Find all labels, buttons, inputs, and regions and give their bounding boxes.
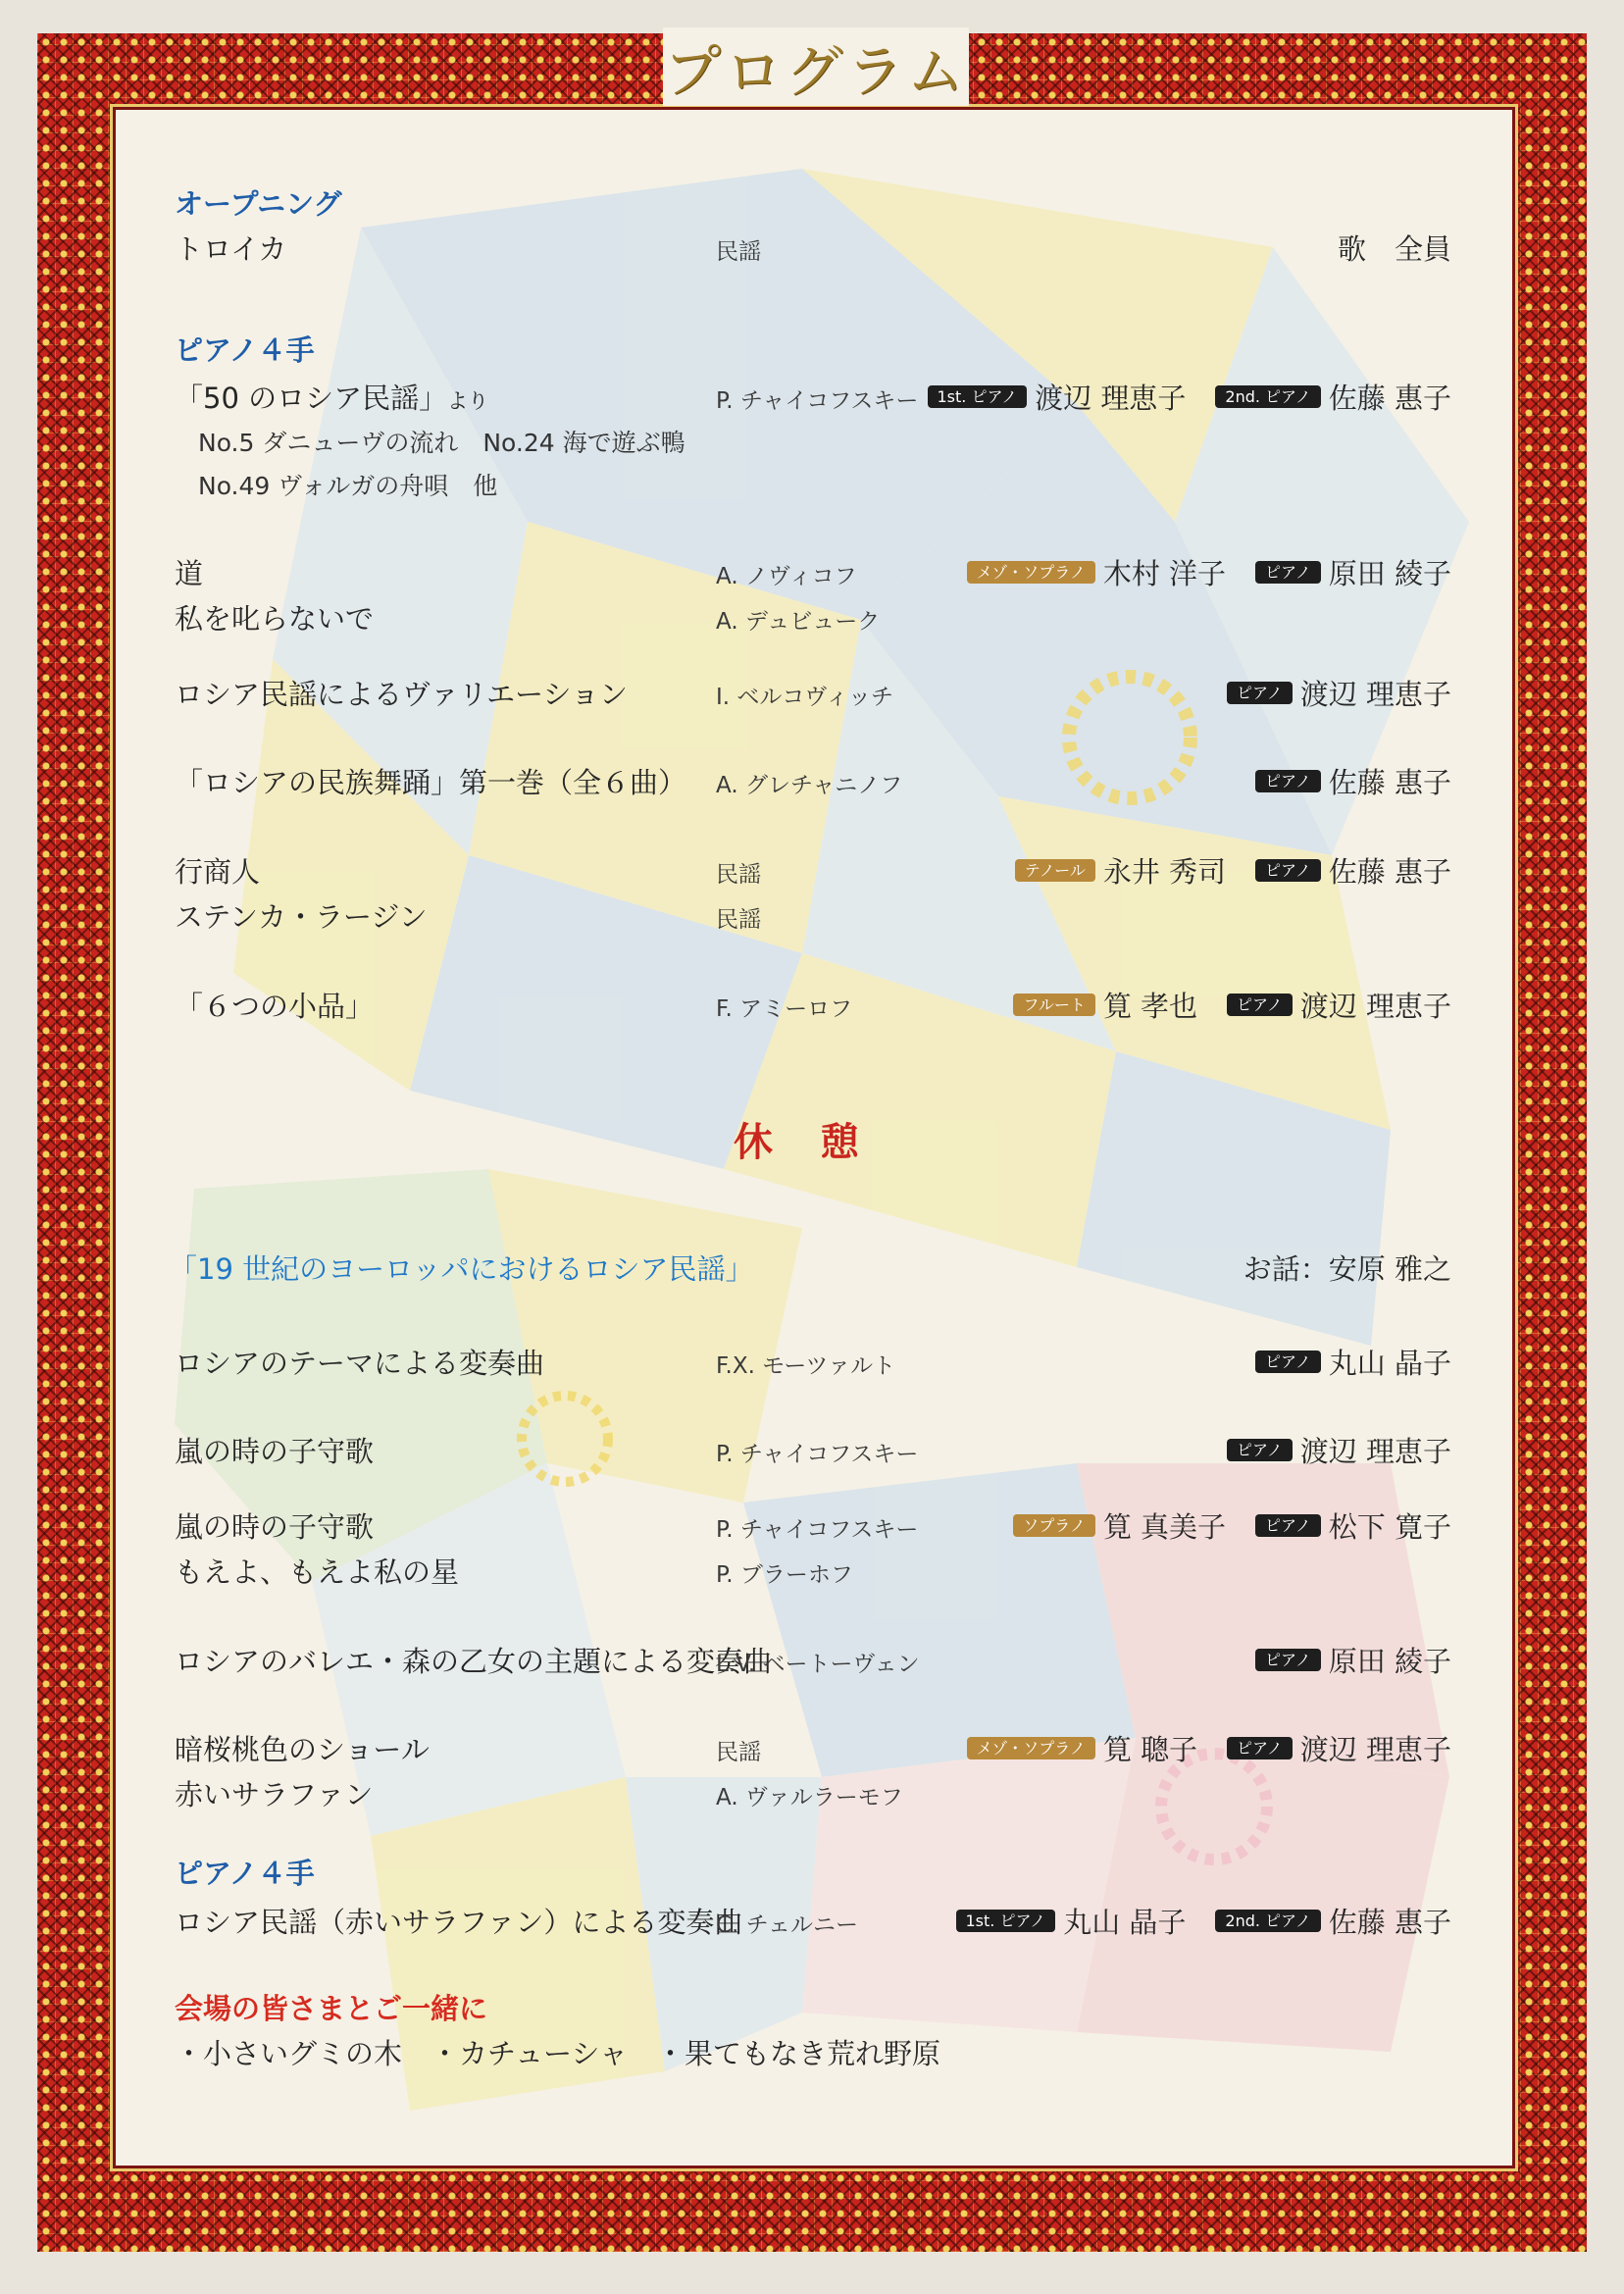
role-badge: 1st. ピアノ: [956, 1910, 1056, 1932]
small-piece: 「６つの小品」: [175, 990, 375, 1023]
role-badge: ピアノ: [1227, 1439, 1293, 1461]
storm1-composer: P. チャイコフスキー: [716, 1442, 919, 1467]
performer-name: 筧 孝也: [1102, 990, 1198, 1023]
role-badge: ソプラノ: [1013, 1514, 1095, 1537]
michi-piece-2: 私を叱らないで: [175, 602, 375, 636]
together-heading: 会場の皆さまとご一緒に: [175, 1992, 488, 2025]
performer-name: 渡辺 理恵子: [1299, 1435, 1451, 1468]
performer-name: 佐藤 惠子: [1328, 382, 1451, 415]
piece-title: 「50 のロシア民謡」: [175, 382, 448, 415]
performer-name: 永井 秀司: [1102, 855, 1227, 889]
dance-piece: 「ロシアの民族舞踊」第一巻（全６曲）: [175, 766, 687, 799]
piano4-piece: [175, 377, 488, 417]
storm2-composer-2: P. ブラーホフ: [716, 1562, 853, 1588]
performer-name: 木村 洋子: [1102, 557, 1227, 590]
performer-name: 佐藤 惠子: [1328, 855, 1451, 889]
piano4-heading-2: ピアノ４手: [175, 1857, 315, 1890]
speaker-name: お話：安原 雅之: [1243, 1252, 1451, 1286]
piano4-composer: P. チャイコフスキー: [716, 388, 919, 414]
performer-name: 原田 綾子: [1328, 557, 1451, 590]
intermission-label: 休憩: [734, 1119, 906, 1165]
shawl-composer-2: A. ヴァルラーモフ: [716, 1785, 903, 1810]
mozart-composer: F.X. モーツァルト: [716, 1353, 896, 1379]
performer-name: 渡辺 理恵子: [1035, 382, 1187, 415]
role-badge: ピアノ: [1255, 770, 1321, 792]
performer-name: 渡辺 理恵子: [1299, 1733, 1451, 1766]
performer-name: 丸山 晶子: [1328, 1347, 1451, 1380]
michi-piece-1: 道: [175, 557, 204, 590]
role-badge: ピアノ: [1255, 561, 1321, 584]
piano4-performers: [928, 377, 1452, 417]
talk-topic: 「19 世紀のヨーロッパにおけるロシア民謡」: [169, 1252, 754, 1286]
role-badge: 2nd. ピアノ: [1215, 385, 1320, 408]
peddler-composer-1: 民謡: [716, 862, 761, 888]
performer-name: 佐藤 惠子: [1328, 766, 1451, 799]
performer-name: 渡辺 理恵子: [1299, 678, 1451, 711]
small-performers: [1013, 985, 1451, 1025]
shawl-composer-1: 民謡: [716, 1740, 761, 1765]
storm1-performers: [1227, 1430, 1451, 1470]
role-badge: ピアノ: [1255, 1649, 1321, 1671]
role-badge: メゾ・ソプラノ: [967, 561, 1095, 584]
piano4-composer-2: C. チェルニー: [716, 1912, 858, 1938]
storm1-piece: 嵐の時の子守歌: [175, 1435, 375, 1468]
role-badge: テノール: [1015, 859, 1095, 882]
michi-composer-2: A. デュビューク: [716, 609, 881, 635]
ballet-composer: L.V. ベートーヴェン: [716, 1652, 920, 1677]
performer-name: 歌 全員: [1337, 232, 1451, 266]
shawl-piece-1: 暗桜桃色のショール: [175, 1733, 430, 1766]
yori-label: より: [447, 389, 489, 413]
role-badge: ピアノ: [1255, 1514, 1321, 1537]
michi-performers: [967, 552, 1451, 592]
program-title: プログラム: [664, 38, 968, 105]
title-plate: [663, 27, 969, 106]
together-songs: ・小さいグミの木 ・カチューシャ ・果てもなき荒れ野原: [175, 2037, 940, 2070]
performer-name: 筧 聰子: [1102, 1733, 1198, 1766]
mozart-piece: ロシアのテーマによる変奏曲: [175, 1347, 545, 1380]
performer-name: 佐藤 惠子: [1328, 1906, 1451, 1939]
ballet-piece: ロシアのバレエ・森の乙女の主題による変奏曲: [175, 1645, 773, 1678]
peddler-piece-1: 行商人: [175, 855, 261, 889]
talk-speaker: [1243, 1248, 1451, 1288]
performer-name: 松下 寛子: [1328, 1510, 1451, 1544]
dance-composer: A. グレチャニノフ: [716, 773, 903, 798]
small-composer: F. アミーロフ: [716, 996, 853, 1022]
performer-name: 丸山 晶子: [1063, 1906, 1187, 1939]
ballet-performers: [1255, 1640, 1451, 1680]
role-badge: ピアノ: [1255, 1351, 1321, 1373]
role-badge: 1st. ピアノ: [928, 385, 1028, 408]
variation-piece: ロシア民謡によるヴァリエーション: [175, 678, 628, 711]
role-badge: 2nd. ピアノ: [1215, 1910, 1320, 1932]
peddler-piece-2: ステンカ・ラージン: [175, 900, 428, 934]
role-badge: フルート: [1013, 994, 1094, 1016]
peddler-performers: [1015, 850, 1451, 891]
piano4-sub-1: No.5 ダニューヴの流れ No.24 海で遊ぶ鴨: [198, 429, 685, 457]
opening-piece: トロイカ: [175, 232, 287, 266]
shawl-piece-2: 赤いサラファン: [175, 1778, 374, 1811]
opening-heading: オープニング: [175, 187, 342, 221]
role-badge: メゾ・ソプラノ: [967, 1737, 1095, 1759]
role-badge: ピアノ: [1227, 682, 1293, 704]
dance-performers: [1255, 761, 1451, 801]
shawl-performers: [967, 1728, 1451, 1768]
opening-performer: [1338, 228, 1451, 268]
peddler-composer-2: 民謡: [716, 907, 761, 933]
storm2-piece-2: もえよ、もえよ私の星: [175, 1555, 460, 1589]
variation-performers: [1227, 673, 1451, 713]
storm2-performers: [1013, 1505, 1451, 1546]
performer-name: 原田 綾子: [1328, 1645, 1451, 1678]
storm2-piece-1: 嵐の時の子守歌: [175, 1510, 375, 1544]
piano4-heading: ピアノ４手: [175, 333, 315, 367]
piano4-sub-2: No.49 ヴォルガの舟唄 他: [198, 472, 498, 500]
piano4-performers-2: [956, 1901, 1452, 1941]
variation-composer: I. ベルコヴィッチ: [716, 685, 894, 710]
mozart-performers: [1255, 1342, 1451, 1382]
storm2-composer-1: P. チャイコフスキー: [716, 1517, 919, 1543]
michi-composer-1: A. ノヴィコフ: [716, 564, 857, 589]
role-badge: ピアノ: [1255, 859, 1321, 882]
performer-name: 筧 真美子: [1102, 1510, 1227, 1544]
performer-name: 渡辺 理恵子: [1299, 990, 1451, 1023]
piano4-piece-2: ロシア民謡（赤いサラファン）による変奏曲: [175, 1906, 743, 1939]
role-badge: ピアノ: [1227, 1737, 1293, 1759]
role-badge: ピアノ: [1227, 994, 1293, 1016]
opening-composer: 民謡: [716, 239, 761, 265]
